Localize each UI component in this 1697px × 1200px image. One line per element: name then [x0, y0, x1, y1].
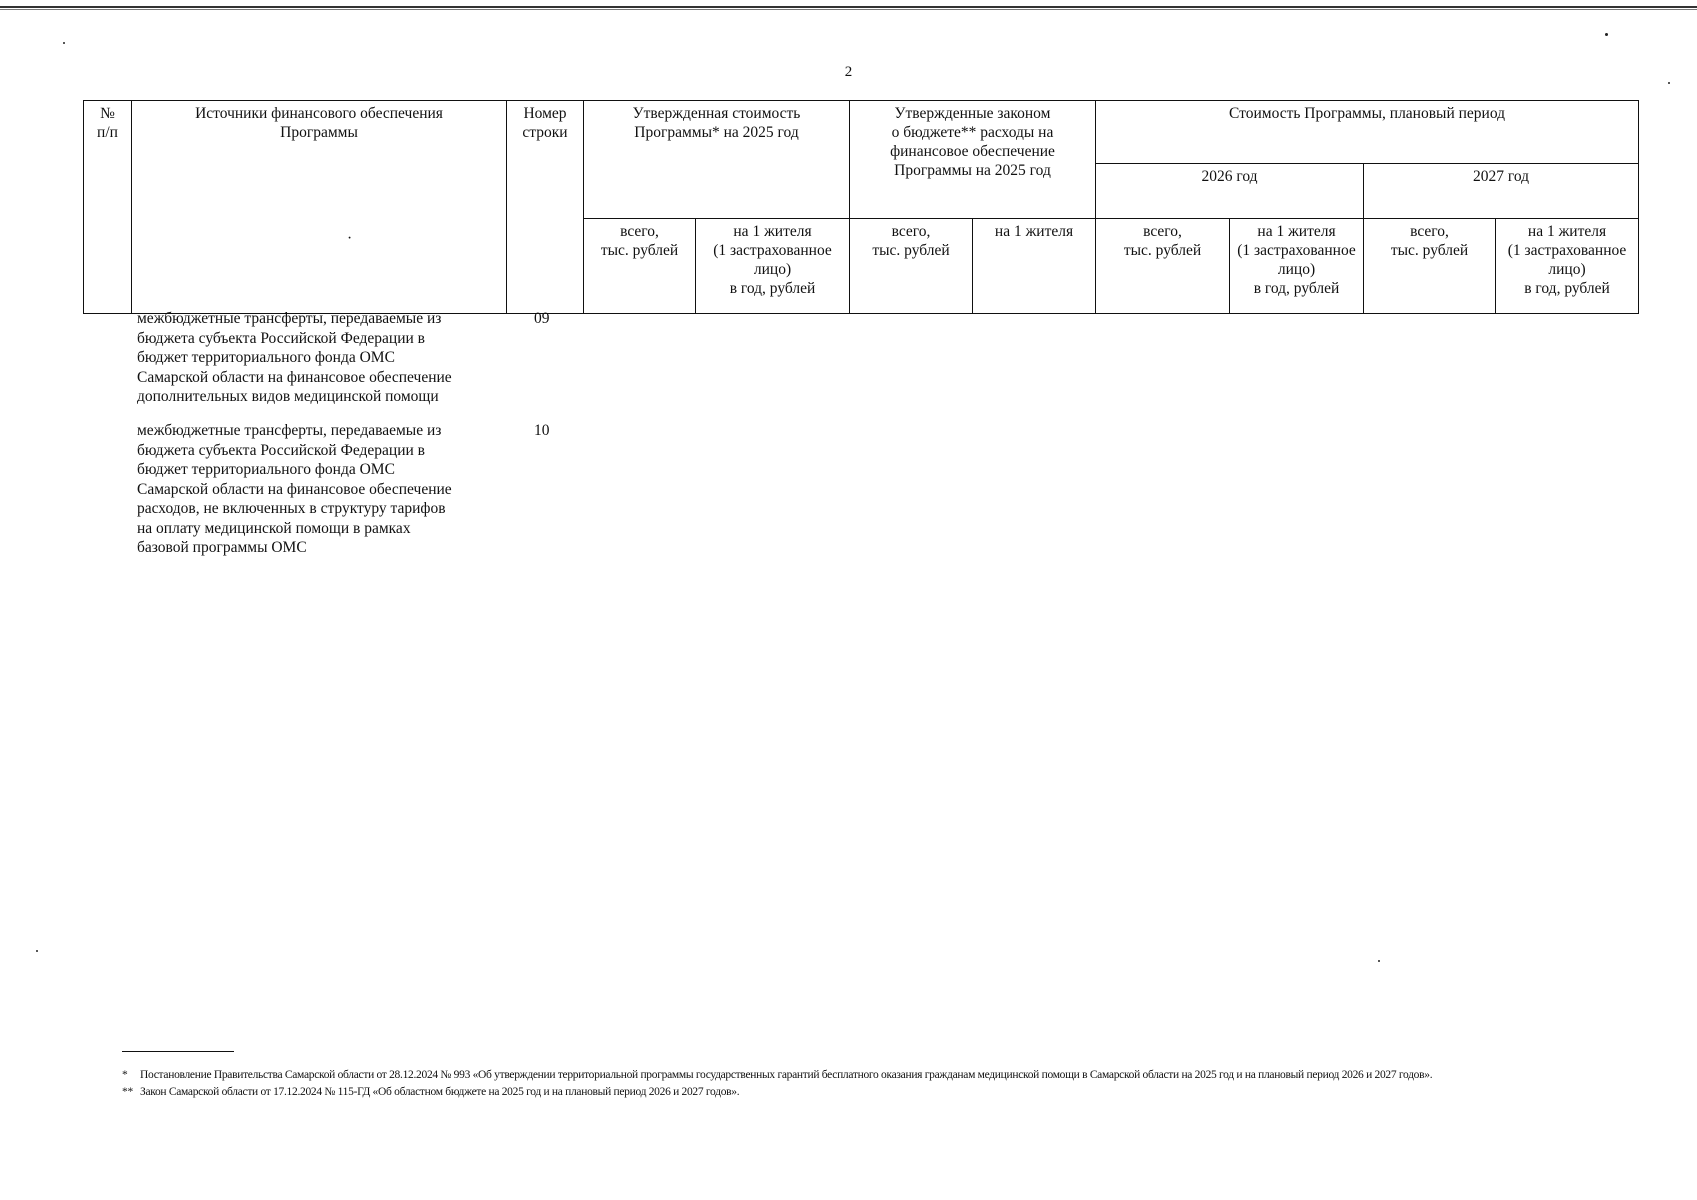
- header-per-insured-2027: на 1 жителя (1 застрахованное лицо) в год, рублей: [1496, 219, 1639, 314]
- scan-speck: [1378, 960, 1380, 962]
- header-source: Источники финансового обеспечения Программы ·: [132, 101, 507, 314]
- header-per-insured-2026: на 1 жителя (1 застрахованное лицо) в год, рублей: [1230, 219, 1364, 314]
- header-approved-by-law: Утвержденные законом о бюджете** расходы на финансовое обеспечение Программы на 2025 год: [850, 101, 1096, 219]
- scan-speck: [63, 42, 65, 44]
- scan-border-top: [0, 6, 1697, 8]
- stray-dot: ·: [347, 230, 353, 247]
- header-year-2026: 2026 год: [1096, 164, 1364, 219]
- financing-table-header: [83, 100, 1639, 314]
- scan-border-top-faint: [0, 9, 1697, 10]
- header-total-2025: всего, тыс. рублей: [584, 219, 696, 314]
- scan-speck: [1668, 82, 1670, 84]
- row-line-number: 10: [534, 422, 550, 439]
- footnote-mark: *: [122, 1069, 128, 1081]
- header-per-resident-law-2025: на 1 жителя: [973, 219, 1096, 314]
- row-source-text: межбюджетные трансферты, передаваемые из бюджета субъекта Российской Федерации в бюджет территориального фонда ОМС Самарской области на финансовое обеспечение расходов, не включенных в структуру тарифов на оплату медицинской помощи в рамках базовой программы ОМС: [137, 422, 452, 556]
- scan-speck: [1605, 33, 1608, 36]
- footnote-1: [122, 1068, 1432, 1083]
- header-planned-period: Стоимость Программы, плановый период: [1096, 101, 1639, 164]
- footnote-text: Постановление Правительства Самарской области от 28.12.2024 № 993 «Об утверждении территориальной программы государственных гарантий бесплатного оказания гражданам медицинской помощи в Самарской области на 2025 год и на плановый период 2026 и 2027 годов».: [140, 1069, 1433, 1081]
- header-total-2027: всего, тыс. рублей: [1364, 219, 1496, 314]
- header-year-2027: 2027 год: [1364, 164, 1639, 219]
- page-number: 2: [844, 64, 853, 80]
- header-total-2026: всего, тыс. рублей: [1096, 219, 1230, 314]
- row-source-text: межбюджетные трансферты, передаваемые из бюджета субъекта Российской Федерации в бюджет территориального фонда ОМС Самарской области на финансовое обеспечение дополнительных видов медицинской помощи: [137, 310, 452, 405]
- header-line: Номер строки: [507, 101, 584, 314]
- header-per-insured-2025: на 1 жителя (1 застрахованное лицо) в год, рублей: [696, 219, 850, 314]
- header-total-law-2025: всего, тыс. рублей: [850, 219, 973, 314]
- header-approved-cost: Утвержденная стоимость Программы* на 2025 год: [584, 101, 850, 219]
- row-line-number: 09: [534, 310, 550, 327]
- header-num: № п/п: [84, 101, 132, 314]
- footnote-2: [122, 1085, 739, 1100]
- footnote-mark: **: [122, 1086, 133, 1098]
- footnote-separator: [122, 1051, 234, 1052]
- footnote-text: Закон Самарской области от 17.12.2024 № 115-ГД «Об областном бюджете на 2025 год и на плановый период 2026 и 2027 годов».: [140, 1086, 740, 1098]
- scan-speck: [36, 950, 38, 952]
